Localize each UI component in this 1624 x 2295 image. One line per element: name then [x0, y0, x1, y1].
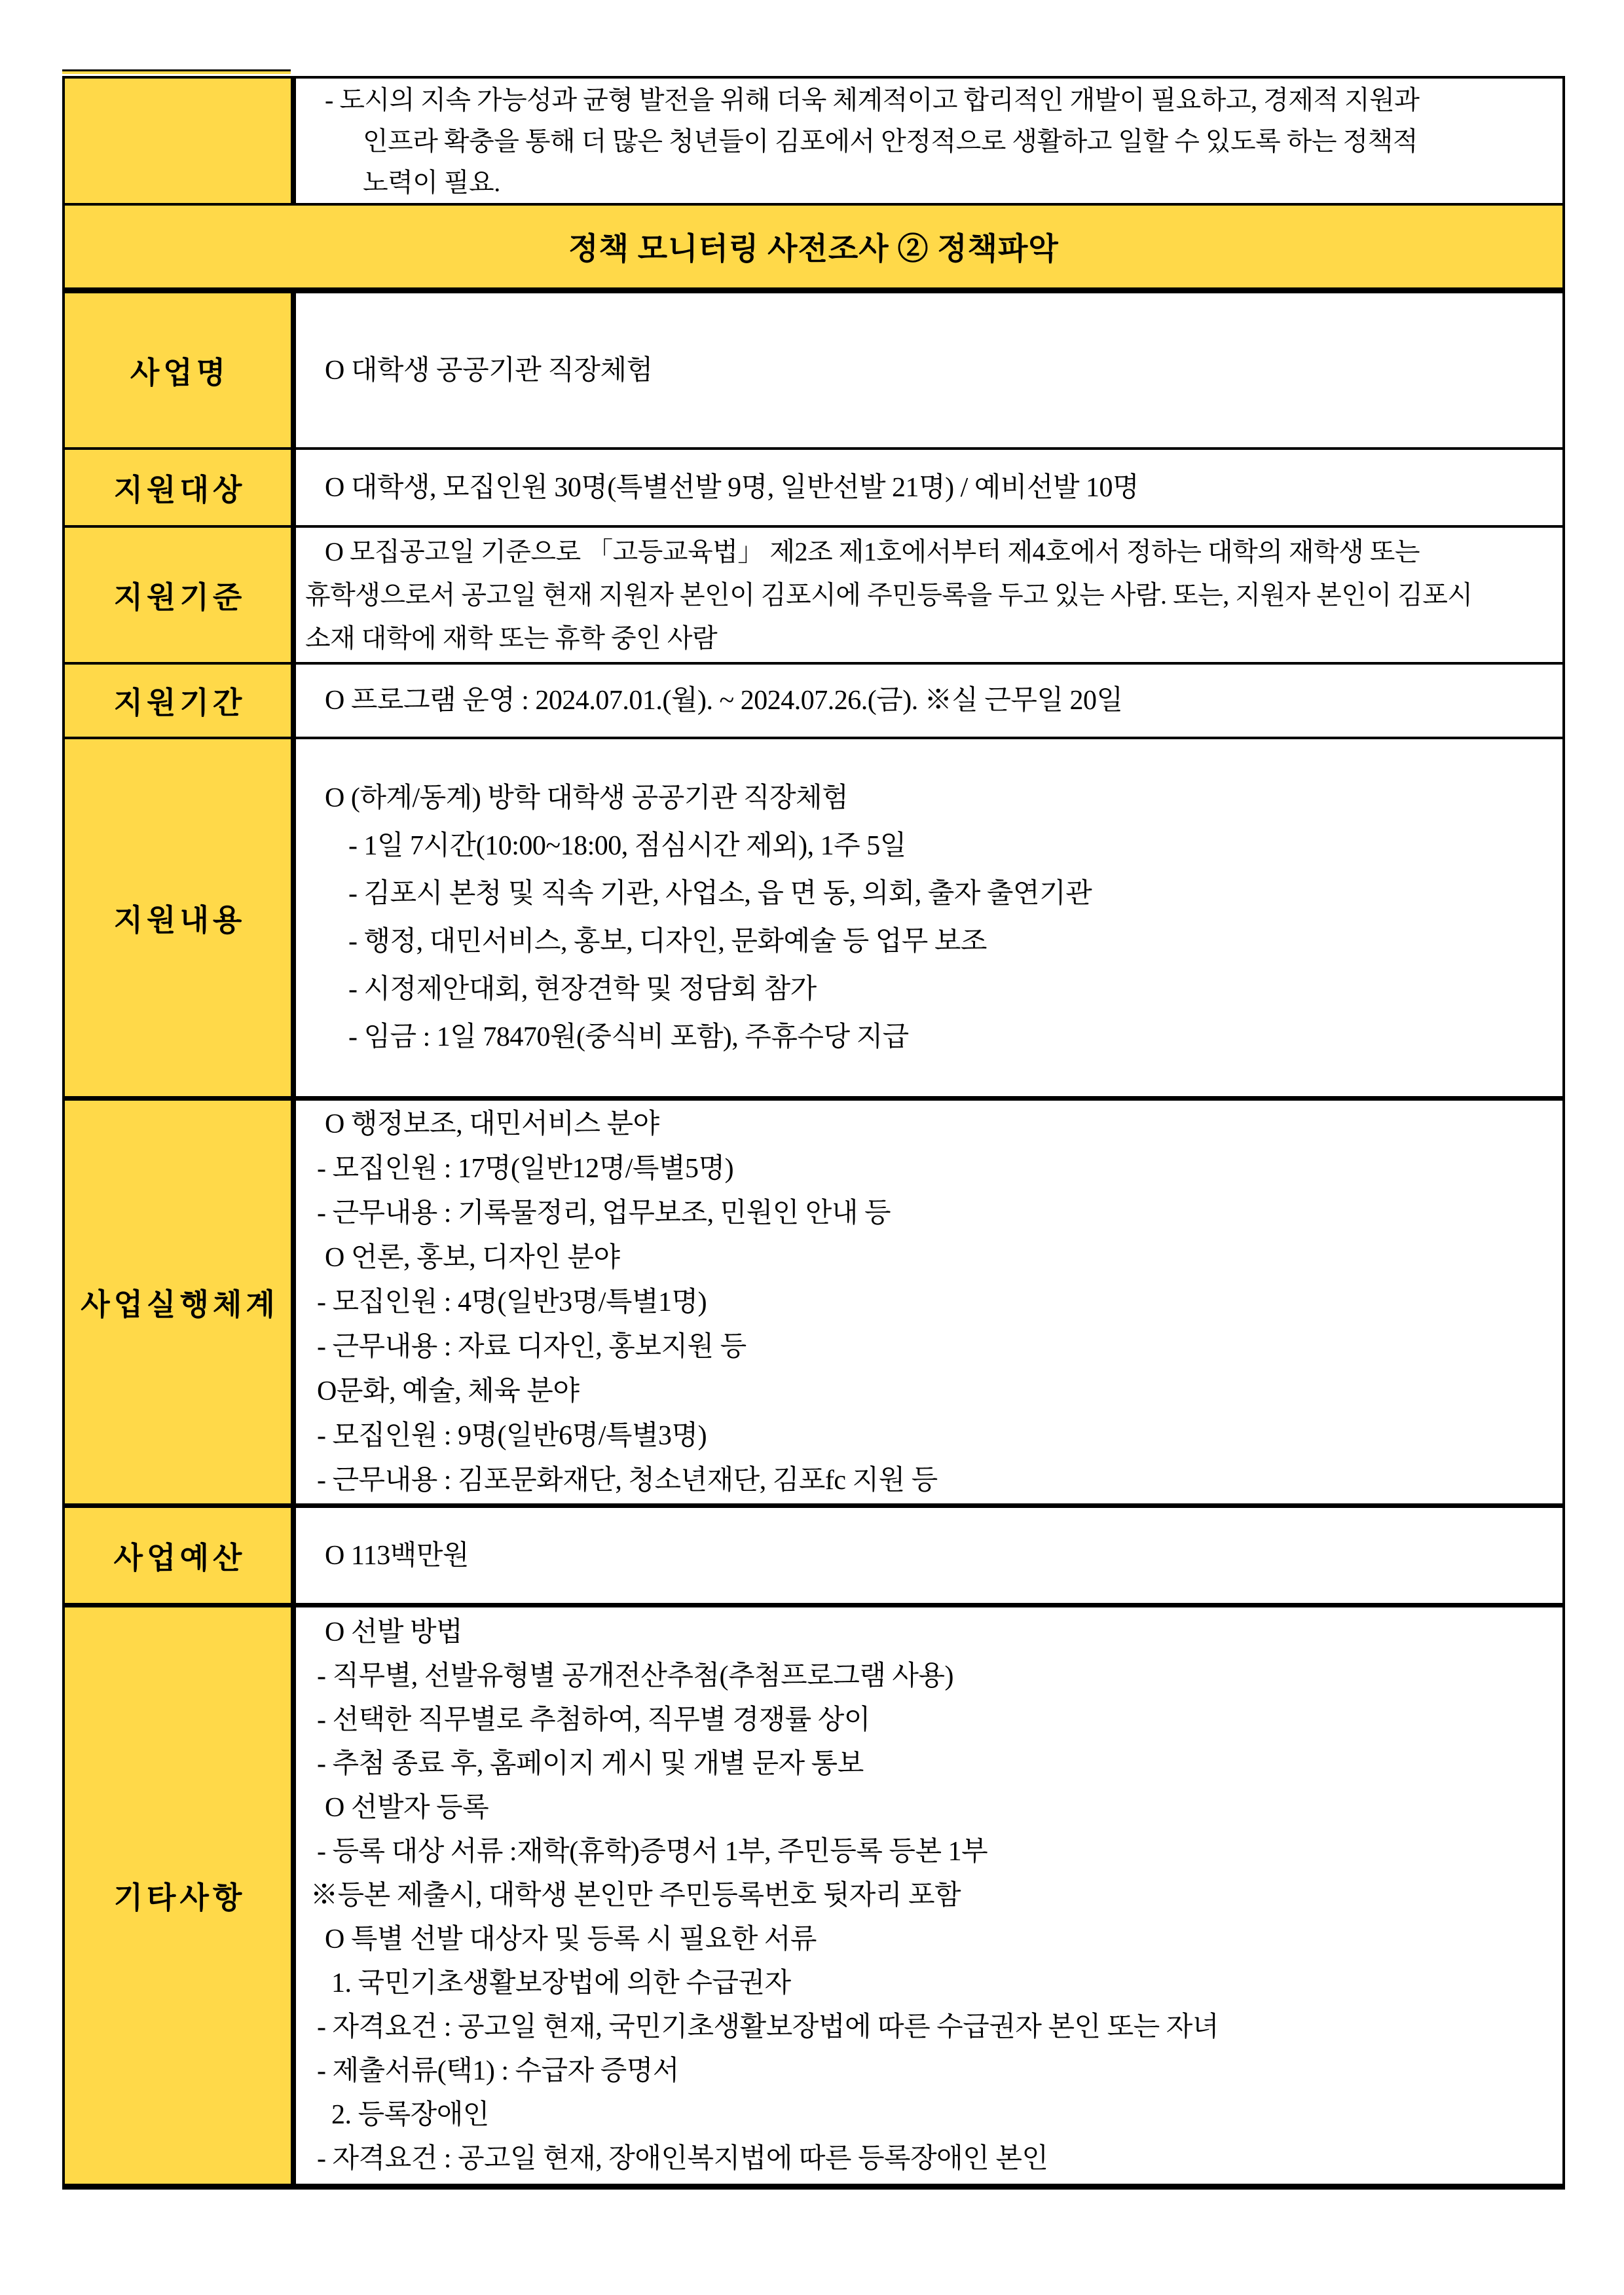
- content-line: - 근무내용 : 자료 디자인, 홍보지원 등: [317, 1331, 747, 1362]
- content-line: - 행정, 대민서비스, 홍보, 디자인, 문화예술 등 업무 보조: [348, 926, 987, 957]
- row-content: [296, 1607, 1562, 2184]
- content-line: O문화, 예술, 체육 분야: [317, 1376, 580, 1406]
- row-content: [296, 450, 1562, 525]
- content-line: - 모집인원 : 17명(일반12명/특별5명): [317, 1153, 734, 1184]
- section-banner-title: 정책 모니터링 사전조사 ② 정책파악: [568, 232, 1059, 266]
- content-line: - 근무내용 : 김포문화재단, 청소년재단, 김포fc 지원 등: [317, 1465, 938, 1496]
- content-line: O 대학생 공공기관 직장체험: [325, 355, 653, 386]
- content-line: 2. 등록장애인: [331, 2099, 489, 2130]
- content-line: - 1일 7시간(10:00~18:00, 점심시간 제외), 1주 5일: [348, 830, 906, 861]
- content-line: O 113백만원: [325, 1540, 469, 1571]
- table-row-execution-system: [65, 1101, 1562, 1508]
- policy-table: [62, 76, 1565, 2190]
- content-line: O 모집공고일 기준으로 「고등교육법」 제2조 제1호에서부터 제4호에서 정하는 대학의 재학생 또는: [325, 536, 1420, 566]
- table-row-etc: [65, 1607, 1562, 2184]
- table-row-project-name: [65, 293, 1562, 450]
- content-line: - 모집인원 : 9명(일반6명/특별3명): [317, 1420, 707, 1451]
- content-line: - 추첨 종료 후, 홈페이지 게시 및 개별 문자 통보: [317, 1748, 864, 1779]
- row-label: 지원대상: [65, 450, 296, 525]
- row-content: [296, 665, 1562, 737]
- content-line: - 근무내용 : 기록물정리, 업무보조, 민원인 안내 등: [317, 1198, 891, 1228]
- row-label: 사업예산: [65, 1508, 296, 1603]
- content-line: - 모집인원 : 4명(일반3명/특별1명): [317, 1287, 707, 1317]
- content-line: O (하계/동계) 방학 대학생 공공기관 직장체험: [325, 782, 849, 813]
- content-line: O 선발자 등록: [325, 1792, 489, 1823]
- prev-row-remnant: [62, 69, 291, 74]
- row-content: [296, 79, 1562, 203]
- row-label: 지원내용: [65, 739, 296, 1096]
- content-line: - 임금 : 1일 78470원(중식비 포함), 주휴수당 지급: [348, 1021, 909, 1052]
- content-line: 노력이 필요.: [363, 167, 500, 197]
- content-line: O 특별 선발 대상자 및 등록 시 필요한 서류: [325, 1924, 817, 1955]
- policy-table-wrap: [62, 76, 1565, 2190]
- content-line: 휴학생으로서 공고일 현재 지원자 본인이 김포시에 주민등록을 두고 있는 사람. 또는, 지원자 본인이 김포시: [305, 579, 1473, 610]
- content-line: - 도시의 지속 가능성과 균형 발전을 위해 더욱 체계적이고 합리적인 개발이 필요하고, 경제적 지원과: [325, 84, 1420, 115]
- content-line: - 선택한 직무별로 추첨하여, 직무별 경쟁률 상이: [317, 1704, 870, 1735]
- section-banner: [65, 206, 1562, 293]
- content-line: - 제출서류(택1) : 수급자 증명서: [317, 2055, 679, 2086]
- content-line: O 행정보조, 대민서비스 분야: [325, 1109, 659, 1139]
- content-line: 인프라 확충을 통해 더 많은 청년들이 김포에서 안정적으로 생활하고 일할 수 있도록 하는 정책적: [363, 126, 1418, 156]
- content-line: 1. 국민기초생활보장법에 의한 수급권자: [331, 1968, 791, 1998]
- row-content: [296, 739, 1562, 1096]
- content-line: - 시정제안대회, 현장견학 및 정담회 참가: [348, 974, 817, 1004]
- row-label: 사업실행체계: [65, 1101, 296, 1503]
- row-label: 기타사항: [65, 1607, 296, 2184]
- content-line: O 프로그램 운영 : 2024.07.01.(월). ~ 2024.07.26.(금). ※실 근무일 20일: [325, 686, 1123, 716]
- table-row-support-basis: [65, 528, 1562, 665]
- row-content: [296, 528, 1562, 662]
- content-line: - 김포시 본청 및 직속 기관, 사업소, 읍 면 동, 의회, 출자 출연기관: [348, 878, 1092, 909]
- row-content: [296, 1101, 1562, 1503]
- content-line: - 자격요건 : 공고일 현재, 국민기초생활보장법에 따른 수급권자 본인 또는 자녀: [317, 2011, 1219, 2042]
- content-line: 소재 대학에 재학 또는 휴학 중인 사람: [305, 623, 718, 653]
- row-label: 지원기준: [65, 528, 296, 662]
- table-row-support-period: [65, 665, 1562, 739]
- table-row-budget: [65, 1508, 1562, 1607]
- content-line: O 선발 방법: [325, 1617, 463, 1647]
- content-line: - 등록 대상 서류 :재학(휴학)증명서 1부, 주민등록 등본 1부: [317, 1836, 988, 1867]
- content-line: - 직무별, 선발유형별 공개전산추첨(추첨프로그램 사용): [317, 1661, 954, 1691]
- content-line: - 자격요건 : 공고일 현재, 장애인복지법에 따른 등록장애인 본인: [317, 2143, 1048, 2174]
- row-content: [296, 1508, 1562, 1603]
- table-row-support-detail: [65, 739, 1562, 1101]
- content-line: O 언론, 홍보, 디자인 분야: [325, 1242, 620, 1273]
- row-content: [296, 293, 1562, 447]
- row-label: 사업명: [65, 293, 296, 447]
- table-row-support-target: [65, 450, 1562, 528]
- content-line: ※등본 제출시, 대학생 본인만 주민등록번호 뒷자리 포함: [310, 1880, 961, 1911]
- row-label-empty: [65, 79, 296, 203]
- content-line: O 대학생, 모집인원 30명(특별선발 9명, 일반선발 21명) / 예비선발 10명: [325, 472, 1139, 503]
- row-label: 지원기간: [65, 665, 296, 737]
- table-row-intro: [65, 79, 1562, 206]
